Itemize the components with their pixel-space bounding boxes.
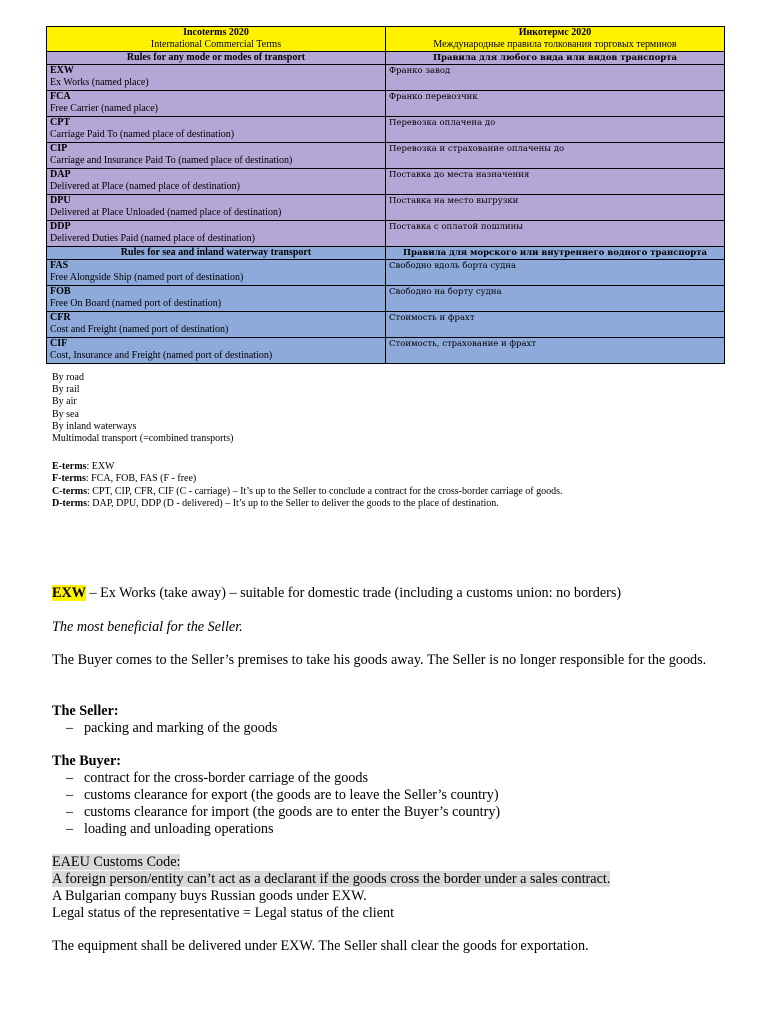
- table-row: [47, 195, 725, 221]
- term-ru: Свободно на борту судна: [389, 287, 502, 297]
- section-ru: [386, 52, 725, 65]
- section-en: Rules for any mode or modes of transport: [47, 52, 386, 65]
- term-ru-cell: [386, 91, 725, 117]
- en-subtitle: International Commercial Terms: [150, 39, 282, 50]
- term-code: EXW: [50, 65, 74, 76]
- c-terms-line: [52, 486, 563, 498]
- term-code: FCA: [50, 91, 71, 102]
- term-ru-cell: [386, 221, 725, 247]
- term-ru-cell: [386, 195, 725, 221]
- seller-title: The Seller:: [52, 703, 119, 719]
- transport-modes-list: [52, 372, 233, 445]
- eaeu-block: [52, 854, 717, 922]
- term-description: Cost and Freight (named port of destination): [50, 324, 229, 335]
- term-ru: Франко перевозчик: [389, 92, 478, 102]
- term-ru: Стоимость и фрахт: [389, 313, 475, 323]
- term-code: DPU: [50, 195, 71, 206]
- term-description: Carriage Paid To (named place of destination): [50, 129, 235, 140]
- term-code: DDP: [50, 221, 71, 232]
- section-ru-text: Правила для морского или внутреннего водного транспорта: [403, 248, 707, 258]
- e-terms-label: E-terms: [52, 461, 87, 472]
- en-title-cell: [47, 27, 386, 52]
- f-terms-line: [52, 473, 563, 485]
- exw-code: EXW: [52, 585, 86, 601]
- f-terms-label: F-terms: [52, 473, 86, 485]
- term-description: Free On Board (named port of destination): [50, 298, 222, 309]
- term-description: Carriage and Insurance Paid To (named place of destination): [50, 155, 293, 166]
- seller-block: [52, 703, 717, 737]
- seller-list: [52, 720, 717, 737]
- term-description: Delivered at Place (named place of destination): [50, 181, 240, 192]
- transport-mode-item: By road: [52, 372, 84, 383]
- term-ru-cell: [386, 338, 725, 364]
- section-ru-text: Правила для любого вида или видов транспорта: [433, 53, 677, 63]
- term-code: DAP: [50, 169, 71, 180]
- transport-mode-item: Multimodal transport (=combined transports): [52, 433, 234, 445]
- term-code: CIF: [50, 338, 68, 349]
- term-ru-cell: [386, 312, 725, 338]
- exw-note: The most beneficial for the Seller.: [52, 619, 243, 635]
- term-en-cell: [47, 169, 386, 195]
- buyer-list: [52, 770, 717, 838]
- list-item: – contract for the cross-border carriage of the goods: [52, 770, 717, 787]
- eaeu-example: A Bulgarian company buys Russian goods under EXW.: [52, 888, 367, 904]
- buyer-block: [52, 753, 717, 838]
- term-ru: Перевозка и страхование оплачены до: [389, 144, 565, 154]
- term-code: CFR: [50, 312, 71, 323]
- exw-heading-text: – Ex Works (take away) – suitable for domestic trade (including a customs union: no borders): [85, 585, 622, 601]
- eaeu-title-text: EAEU Customs Code:: [52, 854, 181, 870]
- term-ru: Перевозка оплачена до: [389, 118, 496, 128]
- term-code: CIP: [50, 143, 68, 154]
- list-item: – loading and unloading operations: [52, 821, 717, 838]
- term-ru-cell: [386, 117, 725, 143]
- term-description: Delivered at Place Unloaded (named place of destination): [50, 207, 282, 218]
- term-description: Cost, Insurance and Freight (named port of destination): [50, 350, 273, 361]
- term-description: Free Alongside Ship (named port of destination): [50, 272, 244, 283]
- term-en-cell: [47, 221, 386, 247]
- ru-subtitle: Международные правила толкования торговых терминов: [433, 39, 677, 50]
- term-description: Ex Works (named place): [50, 77, 149, 88]
- section-header-row: [47, 247, 725, 260]
- term-ru: Поставка на место выгрузки: [389, 196, 519, 206]
- list-item: – customs clearance for export (the goods are to leave the Seller’s country): [52, 787, 717, 804]
- table-title-row: [47, 27, 725, 52]
- d-terms-text: : DAP, DPU, DDP (D - delivered) – It’s up to the Seller to deliver the goods to the place of destination.: [86, 498, 499, 510]
- term-ru: Поставка до места назначения: [389, 170, 530, 180]
- table-row: [47, 65, 725, 91]
- eaeu-legal-status: Legal status of the representative = Legal status of the client: [52, 905, 395, 921]
- eaeu-rule: [52, 871, 717, 888]
- table-row: [47, 286, 725, 312]
- term-en-cell: [47, 117, 386, 143]
- term-ru: Свободно вдоль борта судна: [389, 261, 517, 271]
- section-en: Rules for sea and inland waterway transport: [47, 247, 386, 260]
- c-terms-text: : CPT, CIP, CFR, CIF (C - carriage) – It’s up to the Seller to conclude a contract for the cross-border carriage of goods.: [86, 485, 563, 497]
- en-title: Incoterms 2020: [183, 27, 249, 38]
- table-row: [47, 221, 725, 247]
- buyer-title: The Buyer:: [52, 753, 121, 769]
- c-terms-label: C-terms: [52, 485, 87, 497]
- term-description: Free Carrier (named place): [50, 103, 158, 114]
- term-en-cell: [47, 65, 386, 91]
- exw-paragraph: The Buyer comes to the Seller’s premises to take his goods away. The Seller is no longer responsible for the goods.: [52, 652, 707, 668]
- d-terms-label: D-terms: [52, 498, 87, 510]
- term-ru-cell: [386, 169, 725, 195]
- f-terms-text: : FCA, FOB, FAS (F - free): [85, 473, 197, 485]
- table-row: [47, 312, 725, 338]
- term-en-cell: [47, 195, 386, 221]
- incoterms-table: [46, 26, 725, 364]
- term-ru: Стоимость, страхование и фрахт: [389, 339, 537, 349]
- term-en-cell: [47, 260, 386, 286]
- term-en-cell: [47, 286, 386, 312]
- term-description: Delivered Duties Paid (named place of destination): [50, 233, 255, 244]
- table-row: [47, 338, 725, 364]
- e-terms-text: : EXW: [86, 461, 115, 472]
- table-row: [47, 169, 725, 195]
- term-en-cell: [47, 312, 386, 338]
- section-header-row: [47, 52, 725, 65]
- term-ru: Франко завод: [389, 66, 451, 76]
- term-en-cell: [47, 338, 386, 364]
- list-item: – packing and marking of the goods: [52, 720, 717, 737]
- eaeu-title: [52, 854, 717, 871]
- term-ru-cell: [386, 260, 725, 286]
- table-row: [47, 117, 725, 143]
- term-ru: Поставка с оплатой пошлины: [389, 222, 524, 232]
- term-groups: [52, 461, 563, 511]
- final-sentence: The equipment shall be delivered under EXW. The Seller shall clear the goods for exportation.: [52, 938, 589, 954]
- term-en-cell: [47, 143, 386, 169]
- d-terms-line: [52, 498, 563, 510]
- table-row: [47, 260, 725, 286]
- section-ru: [386, 247, 725, 260]
- transport-mode-item: By inland waterways: [52, 420, 137, 432]
- term-ru-cell: [386, 143, 725, 169]
- transport-mode-item: By rail: [52, 384, 80, 396]
- ru-title: Инкотермс 2020: [518, 27, 592, 38]
- list-item: – customs clearance for import (the goods are to enter the Buyer’s country): [52, 804, 717, 821]
- term-ru-cell: [386, 286, 725, 312]
- table-row: [47, 143, 725, 169]
- eaeu-rule-text: A foreign person/entity can’t act as a declarant if the goods cross the border under a sales contract.: [52, 871, 611, 887]
- exw-heading: [52, 585, 717, 602]
- table-row: [47, 91, 725, 117]
- term-code: CPT: [50, 117, 70, 128]
- term-ru-cell: [386, 65, 725, 91]
- e-terms-line: [52, 461, 563, 473]
- term-code: FOB: [50, 286, 71, 297]
- term-en-cell: [47, 91, 386, 117]
- term-code: FAS: [50, 260, 69, 271]
- ru-title-cell: [386, 27, 725, 52]
- transport-mode-item: By sea: [52, 408, 79, 420]
- transport-mode-item: By air: [52, 396, 77, 408]
